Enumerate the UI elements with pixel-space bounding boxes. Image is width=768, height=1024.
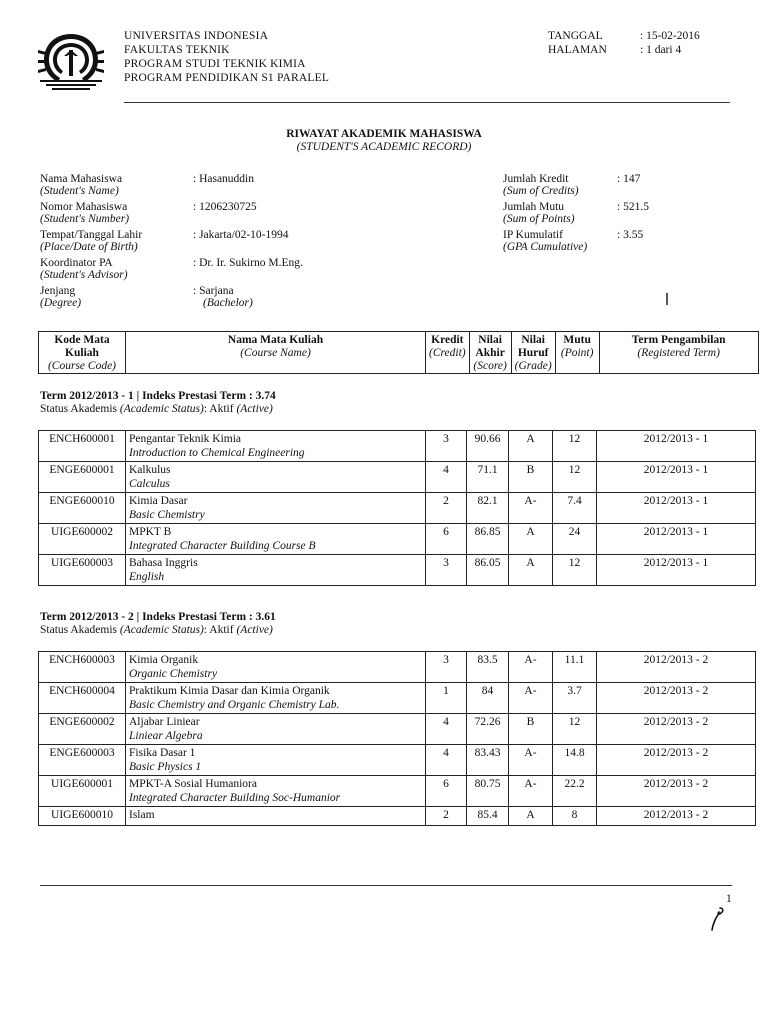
course-name-id: Kimia Organik	[129, 654, 199, 666]
student-name-label	[40, 173, 122, 197]
course-credit: 3	[426, 652, 467, 683]
course-name	[126, 745, 426, 776]
col-score-en: (Score)	[473, 360, 507, 372]
course-credit: 6	[426, 776, 467, 807]
student-number-label	[40, 201, 129, 225]
course-credit: 4	[426, 462, 467, 493]
table-row	[39, 745, 756, 776]
course-name	[126, 493, 426, 524]
course-name-id: Fisika Dasar 1	[129, 747, 196, 759]
label-id: IP Kumulatif	[503, 229, 563, 241]
term-1-heading: Term 2012/2013 - 1 | Indeks Prestasi Term : 3.74	[40, 390, 276, 402]
course-term: 2012/2013 - 1	[597, 493, 756, 524]
status-value: : Aktif	[203, 403, 237, 415]
course-code: ENGE600001	[39, 462, 126, 493]
course-name-en: Introduction to Chemical Engineering	[129, 447, 305, 459]
course-name-id: MPKT B	[129, 526, 172, 538]
col-credit-l1: Kredit	[431, 334, 464, 346]
course-point: 14.8	[553, 745, 597, 776]
course-score: 82.1	[467, 493, 509, 524]
course-grade: B	[509, 714, 553, 745]
status-value-en: (Active)	[236, 403, 273, 415]
course-name	[126, 524, 426, 555]
pen-stroke-icon	[664, 292, 670, 306]
table-row	[39, 431, 756, 462]
course-term: 2012/2013 - 2	[597, 807, 756, 826]
col-grade-en: (Grade)	[514, 360, 552, 372]
col-point-l1: Mutu	[563, 334, 591, 346]
course-code: ENGE600002	[39, 714, 126, 745]
course-score: 80.75	[467, 776, 509, 807]
label-id: Nomor Mahasiswa	[40, 201, 128, 213]
course-point: 12	[553, 555, 597, 586]
course-grade: A-	[509, 745, 553, 776]
course-score: 86.05	[467, 555, 509, 586]
col-code-l1: Kode Mata	[54, 334, 110, 346]
course-name-id: MPKT-A Sosial Humaniora	[129, 778, 257, 790]
table-row	[39, 807, 756, 826]
col-code-header	[39, 332, 126, 374]
course-score: 86.85	[467, 524, 509, 555]
course-point: 3.7	[553, 683, 597, 714]
label-en: (Sum of Points)	[503, 213, 575, 225]
institution-line-program: PROGRAM STUDI TEKNIK KIMIA	[124, 58, 306, 70]
gpa-value: : 3.55	[617, 229, 644, 241]
student-name-value: : Hasanuddin	[193, 173, 255, 185]
course-term: 2012/2013 - 2	[597, 652, 756, 683]
course-name-en: Basic Chemistry and Organic Chemistry Lab.	[129, 699, 340, 711]
course-code: ENCH600004	[39, 683, 126, 714]
course-name-id: Islam	[129, 809, 155, 821]
institution-line-university: UNIVERSITAS INDONESIA	[124, 30, 269, 42]
course-name-id: Kalkulus	[129, 464, 171, 476]
col-code-l2: Kuliah	[65, 347, 99, 359]
course-score: 72.26	[467, 714, 509, 745]
birth-label	[40, 229, 142, 253]
status-value: : Aktif	[203, 624, 237, 636]
course-name-en: Integrated Character Building Course B	[129, 540, 316, 552]
col-grade-header	[511, 332, 555, 374]
sum-points-value: : 521.5	[617, 201, 649, 213]
halaman-label: HALAMAN	[548, 44, 607, 56]
course-score: 83.5	[467, 652, 509, 683]
course-term: 2012/2013 - 1	[597, 462, 756, 493]
course-code: UIGE600001	[39, 776, 126, 807]
course-grade: A	[509, 555, 553, 586]
course-name-id: Bahasa Inggris	[129, 557, 198, 569]
label-en: (Student's Advisor)	[40, 269, 128, 281]
col-name-l1: Nama Mata Kuliah	[227, 334, 324, 346]
course-grade: A-	[509, 652, 553, 683]
col-score-l1: Nilai	[478, 334, 502, 346]
course-term: 2012/2013 - 1	[597, 431, 756, 462]
course-point: 22.2	[553, 776, 597, 807]
label-id: Nama Mahasiswa	[40, 173, 123, 185]
course-score: 85.4	[467, 807, 509, 826]
course-name-en: Organic Chemistry	[129, 668, 218, 680]
col-score-l2: Akhir	[475, 347, 505, 359]
degree-value-id: : Sarjana	[193, 285, 234, 297]
label-id: Jenjang	[40, 285, 76, 297]
course-grade: B	[509, 462, 553, 493]
course-credit: 3	[426, 431, 467, 462]
course-credit: 1	[426, 683, 467, 714]
course-credit: 4	[426, 714, 467, 745]
course-name	[126, 776, 426, 807]
course-score: 84	[467, 683, 509, 714]
table-row	[39, 652, 756, 683]
course-term: 2012/2013 - 1	[597, 524, 756, 555]
table-row	[39, 462, 756, 493]
pen-mark-icon	[708, 906, 728, 932]
course-credit: 6	[426, 524, 467, 555]
course-point: 12	[553, 431, 597, 462]
course-code: ENCH600003	[39, 652, 126, 683]
course-name	[126, 807, 426, 826]
label-en: (GPA Cumulative)	[503, 241, 588, 253]
term-2-heading: Term 2012/2013 - 2 | Indeks Prestasi Term : 3.61	[40, 611, 276, 623]
table-row	[39, 776, 756, 807]
course-name-en: Liniear Algebra	[129, 730, 203, 742]
column-header-table	[38, 331, 759, 374]
advisor-label	[40, 257, 128, 281]
course-name	[126, 462, 426, 493]
course-term: 2012/2013 - 2	[597, 776, 756, 807]
course-credit: 2	[426, 807, 467, 826]
university-logo-icon	[36, 30, 106, 92]
tanggal-label: TANGGAL	[548, 30, 603, 42]
label-en: (Student's Number)	[40, 213, 130, 225]
course-point: 24	[553, 524, 597, 555]
col-credit-header	[426, 332, 470, 374]
label-en: (Degree)	[40, 297, 82, 309]
course-point: 7.4	[553, 493, 597, 524]
label-en: (Place/Date of Birth)	[40, 241, 138, 253]
course-term: 2012/2013 - 2	[597, 745, 756, 776]
document-subtitle: (STUDENT'S ACADEMIC RECORD)	[296, 141, 472, 153]
col-term-header	[599, 332, 758, 374]
course-code: ENGE600003	[39, 745, 126, 776]
course-name	[126, 652, 426, 683]
halaman-value: : 1 dari 4	[640, 44, 682, 56]
course-name-id: Aljabar Liniear	[129, 716, 200, 728]
label-en: (Sum of Credits)	[503, 185, 579, 197]
course-name-id: Praktikum Kimia Dasar dan Kimia Organik	[129, 685, 330, 697]
course-credit: 4	[426, 745, 467, 776]
birth-value: : Jakarta/02-10-1994	[193, 229, 289, 241]
course-grade: A-	[509, 493, 553, 524]
degree-value	[193, 285, 253, 309]
course-score: 90.66	[467, 431, 509, 462]
course-name	[126, 555, 426, 586]
course-score: 71.1	[467, 462, 509, 493]
course-code: UIGE600003	[39, 555, 126, 586]
tanggal-value: : 15-02-2016	[640, 30, 700, 42]
course-code: UIGE600002	[39, 524, 126, 555]
col-score-header	[469, 332, 511, 374]
course-term: 2012/2013 - 2	[597, 714, 756, 745]
course-name	[126, 683, 426, 714]
course-name-id: Kimia Dasar	[129, 495, 188, 507]
status-prefix: Status Akademis	[40, 403, 120, 415]
course-grade: A-	[509, 776, 553, 807]
status-value-en: (Active)	[236, 624, 273, 636]
course-point: 12	[553, 462, 597, 493]
col-point-en: (Point)	[560, 347, 594, 359]
col-code-en: (Course Code)	[47, 360, 117, 372]
course-grade: A	[509, 431, 553, 462]
course-name-en: Integrated Character Building Soc-Humanior	[129, 792, 341, 804]
table-row	[39, 493, 756, 524]
col-term-l1: Term Pengambilan	[631, 334, 726, 346]
course-name-en: Basic Chemistry	[129, 509, 205, 521]
sum-credits-value: : 147	[617, 173, 641, 185]
institution-line-program-type: PROGRAM PENDIDIKAN S1 PARALEL	[124, 72, 330, 84]
status-prefix: Status Akademis	[40, 624, 120, 636]
status-en: (Academic Status)	[119, 624, 204, 636]
sum-credits-label	[503, 173, 579, 197]
sum-points-label	[503, 201, 575, 225]
course-name-en: Calculus	[129, 478, 170, 490]
course-name-id: Pengantar Teknik Kimia	[129, 433, 242, 445]
course-credit: 3	[426, 555, 467, 586]
col-point-header	[555, 332, 599, 374]
course-name	[126, 431, 426, 462]
col-grade-l2: Huruf	[517, 347, 549, 359]
label-en: (Student's Name)	[40, 185, 119, 197]
table-row	[39, 714, 756, 745]
course-point: 12	[553, 714, 597, 745]
course-term: 2012/2013 - 1	[597, 555, 756, 586]
col-grade-l1: Nilai	[521, 334, 545, 346]
gpa-label	[503, 229, 587, 253]
status-en: (Academic Status)	[119, 403, 204, 415]
document-title: RIWAYAT AKADEMIK MAHASISWA	[286, 128, 482, 140]
page-number: 1	[726, 893, 732, 905]
header-divider	[124, 102, 730, 103]
table-row	[39, 555, 756, 586]
course-grade: A-	[509, 683, 553, 714]
course-code: ENGE600010	[39, 493, 126, 524]
course-point: 8	[553, 807, 597, 826]
course-term: 2012/2013 - 2	[597, 683, 756, 714]
term-2-status	[40, 624, 273, 636]
col-credit-en: (Credit)	[429, 347, 466, 359]
col-name-en: (Course Name)	[240, 347, 311, 359]
degree-label	[40, 285, 81, 309]
term-2-course-table	[38, 651, 756, 826]
course-credit: 2	[426, 493, 467, 524]
label-id: Jumlah Mutu	[503, 201, 565, 213]
degree-value-en: (Bachelor)	[203, 297, 253, 309]
col-name-header	[126, 332, 426, 374]
col-term-en: (Registered Term)	[637, 347, 720, 359]
course-point: 11.1	[553, 652, 597, 683]
term-1-status	[40, 403, 273, 415]
footer-divider	[40, 885, 732, 886]
course-name	[126, 714, 426, 745]
term-1-course-table	[38, 430, 756, 586]
course-name-en: English	[129, 571, 165, 583]
course-score: 83.43	[467, 745, 509, 776]
table-row	[39, 524, 756, 555]
label-id: Jumlah Kredit	[503, 173, 569, 185]
advisor-value: : Dr. Ir. Sukirno M.Eng.	[193, 257, 303, 269]
institution-line-faculty: FAKULTAS TEKNIK	[124, 44, 230, 56]
course-grade: A	[509, 807, 553, 826]
course-name-en: Basic Physics 1	[129, 761, 202, 773]
label-id: Tempat/Tanggal Lahir	[40, 229, 143, 241]
course-code: UIGE600010	[39, 807, 126, 826]
table-row	[39, 683, 756, 714]
course-code: ENCH600001	[39, 431, 126, 462]
course-grade: A	[509, 524, 553, 555]
student-number-value: : 1206230725	[193, 201, 257, 213]
label-id: Koordinator PA	[40, 257, 113, 269]
